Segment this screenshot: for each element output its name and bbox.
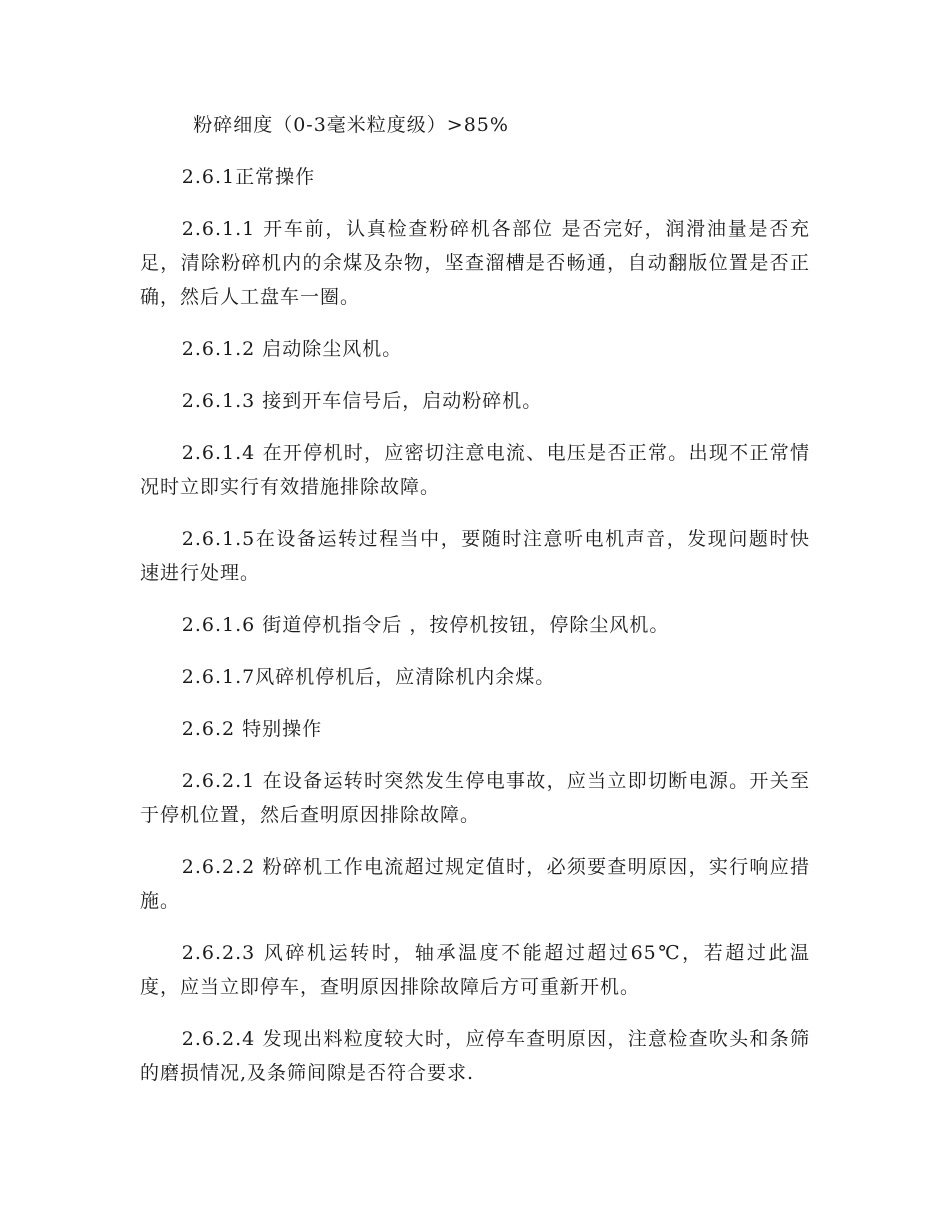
paragraph-2-6-2-1: 2.6.2.1 在设备运转时突然发生停电事故，应当立即切断电源。开关至于停机位置，然后查明原因排除故障。 <box>140 770 810 826</box>
paragraph-2-6-1-2: 2.6.1.2 启动除尘风机。 <box>181 338 403 360</box>
heading-normal-operation: 2.6.1正常操作 <box>181 166 316 188</box>
paragraph-2-6-1-3: 2.6.1.3 接到开车信号后，启动粉碎机。 <box>181 390 543 412</box>
paragraph-2-6-1-5: 2.6.1.5在设备运转过程当中，要随时注意听电机声音，发现问题时快速进行处理。 <box>140 528 810 584</box>
paragraph-2-6-2-4: 2.6.2.4 发现出料粒度较大时，应停车查明原因，注意检查吹头和条筛的磨损情况,及条筛间隙是否符合要求. <box>140 1028 810 1084</box>
paragraph-2-6-1-7: 2.6.1.7风碎机停机后，应清除机内余煤。 <box>181 666 556 688</box>
paragraph-2-6-1-1: 2.6.1.1 开车前，认真检查粉碎机各部位 是否完好，润滑油量是否充足，清除粉碎机内的余煤及杂物，坚查溜槽是否畅通，自动翻版位置是否正确，然后人工盘车一圈。 <box>140 218 810 308</box>
paragraph-2-6-2-2: 2.6.2.2 粉碎机工作电流超过规定值时，必须要查明原因，实行响应措施。 <box>140 856 810 912</box>
paragraph-fineness: 粉碎细度（0-3毫米粒度级）>85% <box>193 114 509 136</box>
document-body <box>140 108 810 1108</box>
paragraph-2-6-2-3: 2.6.2.3 风碎机运转时，轴承温度不能超过超过65℃，若超过此温度，应当立即停车，查明原因排除故障后方可重新开机。 <box>140 942 810 998</box>
heading-special-operation: 2.6.2 特别操作 <box>181 718 323 740</box>
paragraph-2-6-1-4: 2.6.1.4 在开停机时，应密切注意电流、电压是否正常。出现不正常情况时立即实行有效措施排除故障。 <box>140 442 810 498</box>
paragraph-2-6-1-6: 2.6.1.6 街道停机指令后 ，按停机按钮，停除尘风机。 <box>181 614 670 636</box>
